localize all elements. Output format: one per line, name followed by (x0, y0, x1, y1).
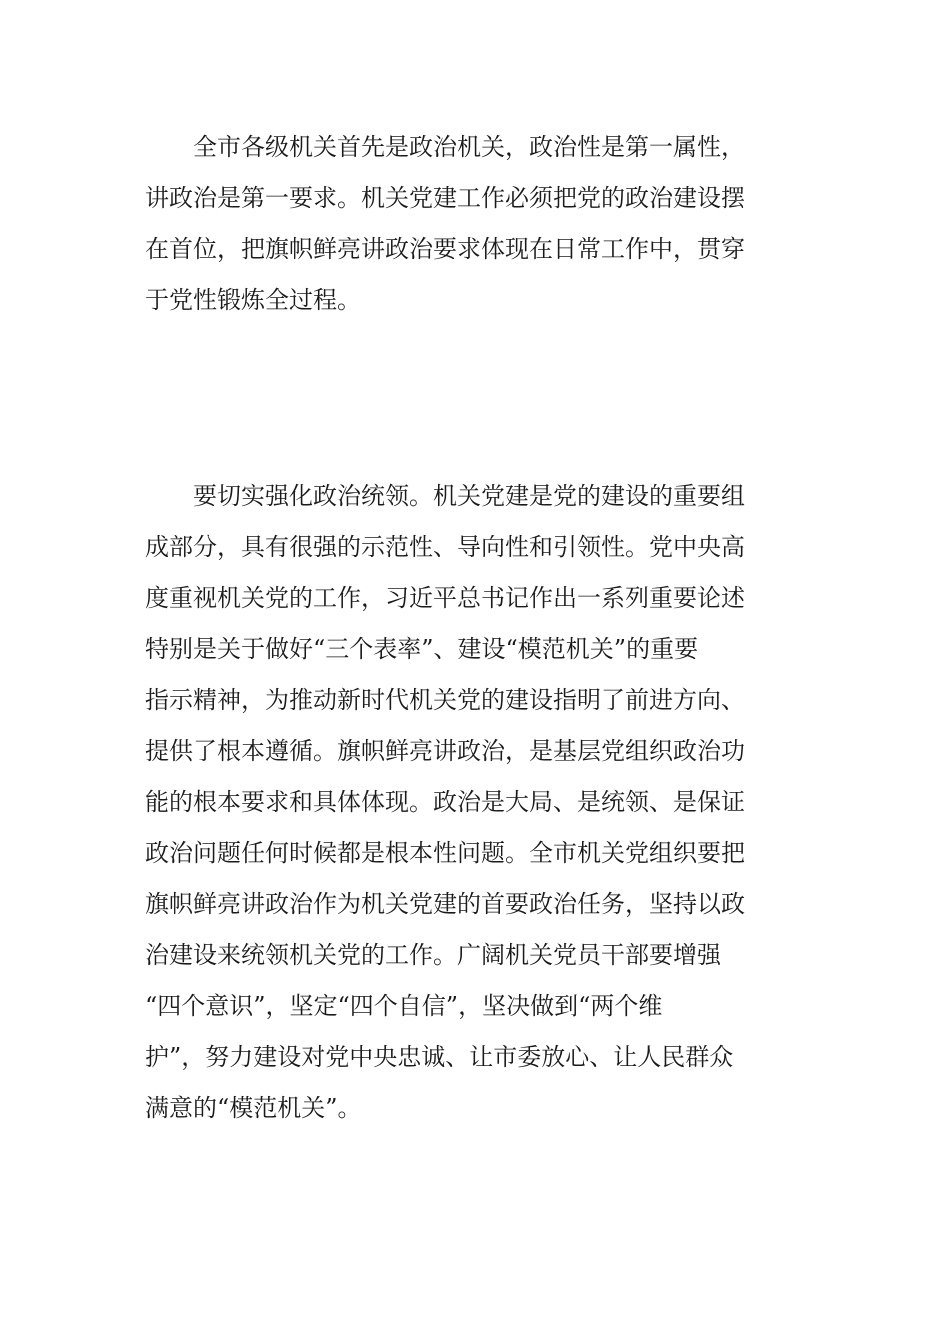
paragraph-line: 于党性锻炼全过程。 (145, 286, 361, 314)
paragraph-line: 护”，努力建设对党中央忠诚、让市委放心、让人民群众 (145, 1043, 734, 1071)
paragraph-line: 旗帜鲜亮讲政治作为机关党建的首要政治任务，坚持以政 (145, 890, 745, 918)
paragraph-line: 能的根本要求和具体体现。政治是大局、是统领、是保证 (145, 788, 745, 816)
paragraph-line: 全市各级机关首先是政治机关，政治性是第一属性， (193, 133, 745, 161)
paragraph-line: 满意的“模范机关”。 (145, 1094, 362, 1122)
paragraph-line: 要切实强化政治统领。机关党建是党的建设的重要组 (193, 482, 745, 510)
paragraph-line: 在首位，把旗帜鲜亮讲政治要求体现在日常工作中，贯穿 (145, 235, 745, 263)
paragraph-2 (145, 471, 807, 1134)
paragraph-line: 政治问题任何时候都是根本性问题。全市机关党组织要把 (145, 839, 745, 867)
paragraph-line: 度重视机关党的工作，习近平总书记作出一系列重要论述 (145, 584, 745, 612)
paragraph-line: 讲政治是第一要求。机关党建工作必须把党的政治建设摆 (145, 184, 745, 212)
paragraph-line: 特别是关于做好“三个表率”、建设“模范机关”的重要 (145, 635, 699, 663)
paragraph-line: 治建设来统领机关党的工作。广阔机关党员干部要增强 (145, 941, 721, 969)
paragraph-line: 指示精神，为推动新时代机关党的建设指明了前进方向、 (145, 686, 745, 714)
paragraph-line: 成部分，具有很强的示范性、导向性和引领性。党中央高 (145, 533, 745, 561)
paragraph-line: 提供了根本遵循。旗帜鲜亮讲政治，是基层党组织政治功 (145, 737, 745, 765)
paragraph-line: “四个意识”，坚定“四个自信”，坚决做到“两个维 (145, 992, 663, 1020)
paragraph-1 (145, 122, 807, 326)
